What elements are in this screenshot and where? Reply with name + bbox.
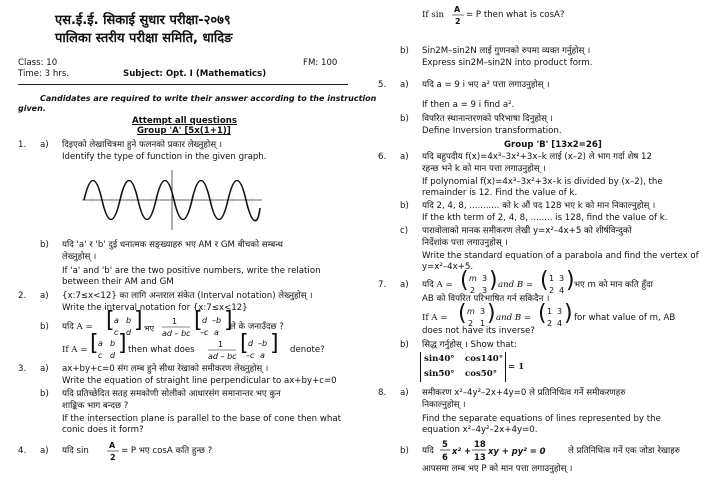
- m-d: d: [126, 328, 132, 337]
- q7b-determinant: [420, 352, 506, 382]
- q1-number: 1.: [18, 140, 27, 150]
- svg-text:3: 3: [482, 286, 488, 295]
- q4b-english: Express sin2M–sin2N into product form.: [422, 58, 593, 68]
- svg-text:[: [: [240, 331, 249, 356]
- q2-number: 2.: [18, 291, 27, 301]
- m-c: c: [114, 328, 119, 337]
- q1b-english-2: between their AM and GM: [62, 277, 174, 287]
- q2a-nepali: {x:7≤x<12} का लागि अन्तराल संकेत (Interval notation) लेख्नुहोस् ।: [62, 291, 313, 301]
- q6b-nepali: यदि 2, 4, 8, ........... को k औं पद 128 भए k को मान निकाल्नुहोस् ।: [422, 201, 656, 211]
- q2b-en-expression: [208, 331, 288, 364]
- class-label: Class: 10: [18, 58, 58, 68]
- svg-text:xy + py² = 0: xy + py² = 0: [488, 446, 546, 456]
- q6a-nepali-2: रहन्छ भने k को मान पत्ता लगाउनुहोस् ।: [422, 164, 546, 174]
- q6b-english: If the kth term of 2, 4, 8, ........ is 128, find the value of k.: [422, 213, 668, 223]
- q6-number: 6.: [378, 152, 387, 162]
- q8b-equation: [440, 436, 568, 466]
- svg-text:]: ]: [224, 308, 233, 333]
- q4a-en-prefix: If sin: [422, 10, 445, 20]
- q5-number: 5.: [378, 80, 387, 90]
- q1a-label: a): [40, 140, 49, 150]
- svg-text:1: 1: [547, 307, 553, 316]
- q5b-label: b): [400, 114, 409, 124]
- svg-text:3: 3: [559, 274, 565, 283]
- svg-text:–b: –b: [258, 339, 268, 348]
- q8a-english-2: equation x²–4y²–2x+4y=0.: [422, 425, 538, 435]
- svg-text:4: 4: [557, 319, 563, 328]
- q8b-label: b): [400, 446, 409, 456]
- q3a-nepali: ax+by+c=0 संग लम्ब हुने सीधा रेखाको समीकरण लेख्नुहोस् ।: [62, 364, 269, 374]
- divider: [18, 84, 348, 85]
- svg-text:A: A: [109, 441, 116, 450]
- q4a-label: a): [40, 446, 49, 456]
- q1a-english: Identify the type of function in the given graph.: [62, 152, 267, 162]
- q4a-en-fraction: [452, 1, 464, 29]
- svg-text:d: d: [202, 316, 208, 325]
- q7-number: 7.: [378, 280, 387, 290]
- det-cell-12: cos140°: [465, 354, 504, 364]
- sine-graph: [82, 168, 262, 233]
- q6c-english-2: y=x²–4x+5.: [422, 262, 474, 272]
- q4a-en-suffix: = P then what is cosA?: [466, 10, 565, 20]
- svg-text:): ): [566, 268, 575, 293]
- svg-text:ad – bc: ad – bc: [162, 329, 191, 338]
- title-line-1: एस.ई.ई. सिकाई सुधार परीक्षा-२०७९: [55, 13, 231, 28]
- q1b-english-1: If 'a' and 'b' are the two positive numbers, write the relation: [62, 266, 321, 276]
- q2a-label: a): [40, 291, 49, 301]
- q5a-label: a): [400, 80, 409, 90]
- svg-text:a: a: [98, 339, 103, 348]
- q7a-np-line2: AB को विपरित परिभाषित गर्न सकिदैन ।: [422, 294, 550, 304]
- svg-text:2: 2: [455, 17, 461, 26]
- q8a-english-1: Find the separate equations of lines represented by the: [422, 414, 661, 424]
- q5b-english: Define Inversion transformation.: [422, 126, 562, 136]
- q1b-nepali-1: यदि 'a' र 'b' दुई धनात्मक सङ्ख्याहरु भए AM र GM बीचको सम्बन्ध: [62, 240, 283, 250]
- svg-text:]: ]: [118, 331, 127, 356]
- svg-text:]: ]: [134, 308, 143, 333]
- svg-text:2: 2: [549, 286, 555, 295]
- svg-text:1: 1: [218, 340, 224, 349]
- q8b-np-prefix: यदि: [422, 446, 434, 456]
- svg-text:18: 18: [474, 439, 486, 449]
- svg-text:3: 3: [480, 307, 486, 316]
- svg-text:(: (: [538, 301, 547, 326]
- svg-text:c: c: [98, 351, 103, 360]
- q4a-np-fraction: [107, 437, 119, 465]
- q6a-english-1: If polynomial f(x)=4x³–3x²+3x–k is divided by (x–2), the: [422, 177, 663, 187]
- svg-text:1: 1: [480, 319, 486, 328]
- det-cell-21: sin50°: [424, 369, 455, 379]
- svg-text:6: 6: [442, 452, 448, 462]
- svg-text:13: 13: [474, 452, 486, 462]
- q5a-english: If then a = 9 i find a².: [422, 100, 515, 110]
- svg-text:भए: भए: [144, 324, 155, 333]
- svg-text:–b: –b: [212, 316, 222, 325]
- svg-text:d: d: [248, 339, 254, 348]
- q3b-nepali-2: शाङ्किक भाग बन्दछ ?: [62, 401, 129, 411]
- q4-number: 4.: [18, 446, 27, 456]
- graph-grid: [82, 170, 262, 230]
- svg-text:b: b: [110, 339, 116, 348]
- svg-text:d: d: [110, 351, 116, 360]
- svg-text:–c: –c: [246, 351, 255, 360]
- instruction-line-2: given.: [18, 104, 46, 113]
- q7a-en-prefix: If A =: [422, 313, 448, 323]
- q7b-text: सिद्ध गर्नुहोस् । Show that:: [422, 340, 517, 350]
- q3-number: 3.: [18, 364, 27, 374]
- instruction-line-1: Candidates are required to write their answer according to the instruction: [40, 94, 377, 103]
- q2b-en-mid: then what does: [128, 345, 195, 355]
- det-equals: = 1: [508, 362, 525, 372]
- q2b-en-suffix: denote?: [290, 345, 325, 355]
- svg-text:1: 1: [172, 317, 178, 326]
- q5a-nepali: यदि a = 9 i भए a² पत्ता लगाउनुहोस् ।: [422, 80, 550, 90]
- title-line-2: पालिका स्तरीय परीक्षा समिति, धादिङ: [55, 31, 233, 46]
- q2b-en-matrix: [90, 331, 130, 364]
- q6c-nepali-2: निर्देशांक पत्ता लगाउनुहोस् ।: [422, 238, 508, 248]
- svg-text:(: (: [458, 301, 467, 326]
- svg-text:): ): [487, 301, 496, 326]
- svg-text:ad – bc: ad – bc: [208, 352, 237, 361]
- q3a-english: Write the equation of straight line perpendicular to ax+by+c=0: [62, 376, 337, 386]
- q8a-nepali-1: समीकरण x²–4y²–2x+4y=0 ले प्रतिनिधित्व गर्ने समीकरणहरु: [422, 388, 626, 398]
- svg-text:m: m: [467, 307, 475, 316]
- m-b: b: [126, 316, 132, 325]
- q8a-nepali-2: निकाल्नुहोस् ।: [422, 400, 466, 410]
- svg-text:[: [: [194, 308, 203, 333]
- attempt-all: Attempt all questions: [132, 116, 237, 126]
- svg-text:[: [: [106, 308, 115, 333]
- svg-text:[: [: [90, 331, 99, 356]
- q7a-label: a): [400, 280, 409, 290]
- det-cell-11: sin40°: [424, 354, 455, 364]
- q8b-np-suffix: ले प्रतिनिधित्व गर्ने एक जोडा रेखाहरु: [568, 446, 680, 456]
- q2b-label: b): [40, 322, 49, 332]
- q3a-label: a): [40, 364, 49, 374]
- q6a-english-2: remainder is 12. Find the value of k.: [422, 188, 578, 198]
- svg-text:a: a: [214, 328, 219, 337]
- q1a-nepali: दिइएको लेखाचित्रमा हुने फलनको प्रकार लेख्नुहोस् ।: [62, 140, 223, 150]
- svg-text:): ): [564, 301, 573, 326]
- q7a-en-line2: does not have its inverse?: [422, 326, 535, 336]
- time-label: Time: 3 hrs.: [18, 69, 70, 79]
- svg-text:3: 3: [557, 307, 563, 316]
- q8b-np-line2: आपसमा लम्ब भए P को मान पत्ता लगाउनुहोस् ।: [422, 464, 573, 474]
- q7a-en-matrix-b: [538, 301, 573, 333]
- q7a-np-and: and B =: [498, 280, 534, 290]
- q8-number: 8.: [378, 388, 387, 398]
- q3b-nepali-1: यदि प्रतिच्छेदित सतह समकोणी सोलीको आधारसंग समानान्तर भए कुन: [62, 389, 281, 399]
- svg-text:]: ]: [270, 331, 279, 356]
- q6c-english-1: Write the standard equation of a parabola and find the vertex of: [422, 251, 699, 261]
- det-cell-22: cos50°: [465, 369, 498, 379]
- q7a-en-suffix: for what value of m, AB: [574, 313, 676, 323]
- svg-text:2: 2: [110, 453, 116, 462]
- q3b-label: b): [40, 389, 49, 399]
- svg-text:A: A: [454, 5, 461, 14]
- m-a: a: [114, 316, 119, 325]
- svg-text:a: a: [260, 351, 265, 360]
- q7a-en-and: and B =: [496, 313, 532, 323]
- q7b-label: b): [400, 340, 409, 350]
- q6a-nepali-1: यदि बहुपदीय f(x)=4x³–3x²+3x–k लाई (x–2) ले भाग गर्दा शेष 12: [422, 152, 652, 162]
- svg-text:4: 4: [559, 286, 565, 295]
- q4a-np-prefix: यदि sin: [62, 446, 89, 456]
- q6a-label: a): [400, 152, 409, 162]
- q6c-nepali-1: पारावोलाको मानक समीकरण लेखी y=x²–4x+5 को शीर्षविन्दुको: [422, 226, 632, 236]
- q2b-np-suffix: ले के जनाउँदछ ?: [230, 322, 284, 332]
- q7a-np-suffix: भए m को मान कति हुँदा: [574, 280, 653, 290]
- q5b-nepali: विपरित स्थानान्तरणको परिभाषा दिनुहोस् ।: [422, 114, 553, 124]
- q2a-english: Write the interval notation for {x:7≤x<12}: [62, 303, 248, 313]
- svg-text:(: (: [540, 268, 549, 293]
- q3b-english-2: conic does it form?: [62, 425, 144, 435]
- subject-label: Subject: Opt. I (Mathematics): [123, 69, 267, 79]
- q6b-label: b): [400, 201, 409, 211]
- svg-text:3: 3: [482, 274, 488, 283]
- group-b-heading: Group 'B' [13x2=26]: [504, 140, 602, 150]
- svg-text:5: 5: [442, 439, 448, 449]
- svg-text:2: 2: [468, 319, 474, 328]
- svg-text:2: 2: [547, 319, 553, 328]
- svg-text:–c: –c: [200, 328, 209, 337]
- q2b-en-prefix: If A =: [62, 345, 88, 355]
- q4b-nepali: Sin2M–sin2N लाई गुणनको रुपमा व्यक्त गर्नुहोस् ।: [422, 46, 591, 56]
- q4a-np-suffix: = P भए cosA कति हुन्छ ?: [121, 446, 213, 456]
- q1b-nepali-2: लेख्नुहोस् ।: [62, 252, 97, 262]
- svg-text:(: (: [460, 268, 469, 293]
- svg-text:1: 1: [549, 274, 555, 283]
- svg-text:): ): [489, 268, 498, 293]
- svg-text:m: m: [469, 274, 477, 283]
- svg-text:2: 2: [470, 286, 476, 295]
- q7a-np-prefix: यदि A =: [422, 280, 453, 290]
- q3b-english-1: If the intersection plane is parallel to the base of cone then what: [62, 414, 341, 424]
- full-marks: FM: 100: [303, 58, 338, 68]
- group-a-heading: Group 'A' [5x(1+1)]: [137, 126, 231, 136]
- q4b-label: b): [400, 46, 409, 56]
- q8a-label: a): [400, 388, 409, 398]
- q2b-np-prefix: यदि A =: [62, 322, 93, 332]
- q6c-label: c): [400, 226, 409, 236]
- svg-text:x² +: x² +: [452, 446, 472, 456]
- q1b-label: b): [40, 240, 49, 250]
